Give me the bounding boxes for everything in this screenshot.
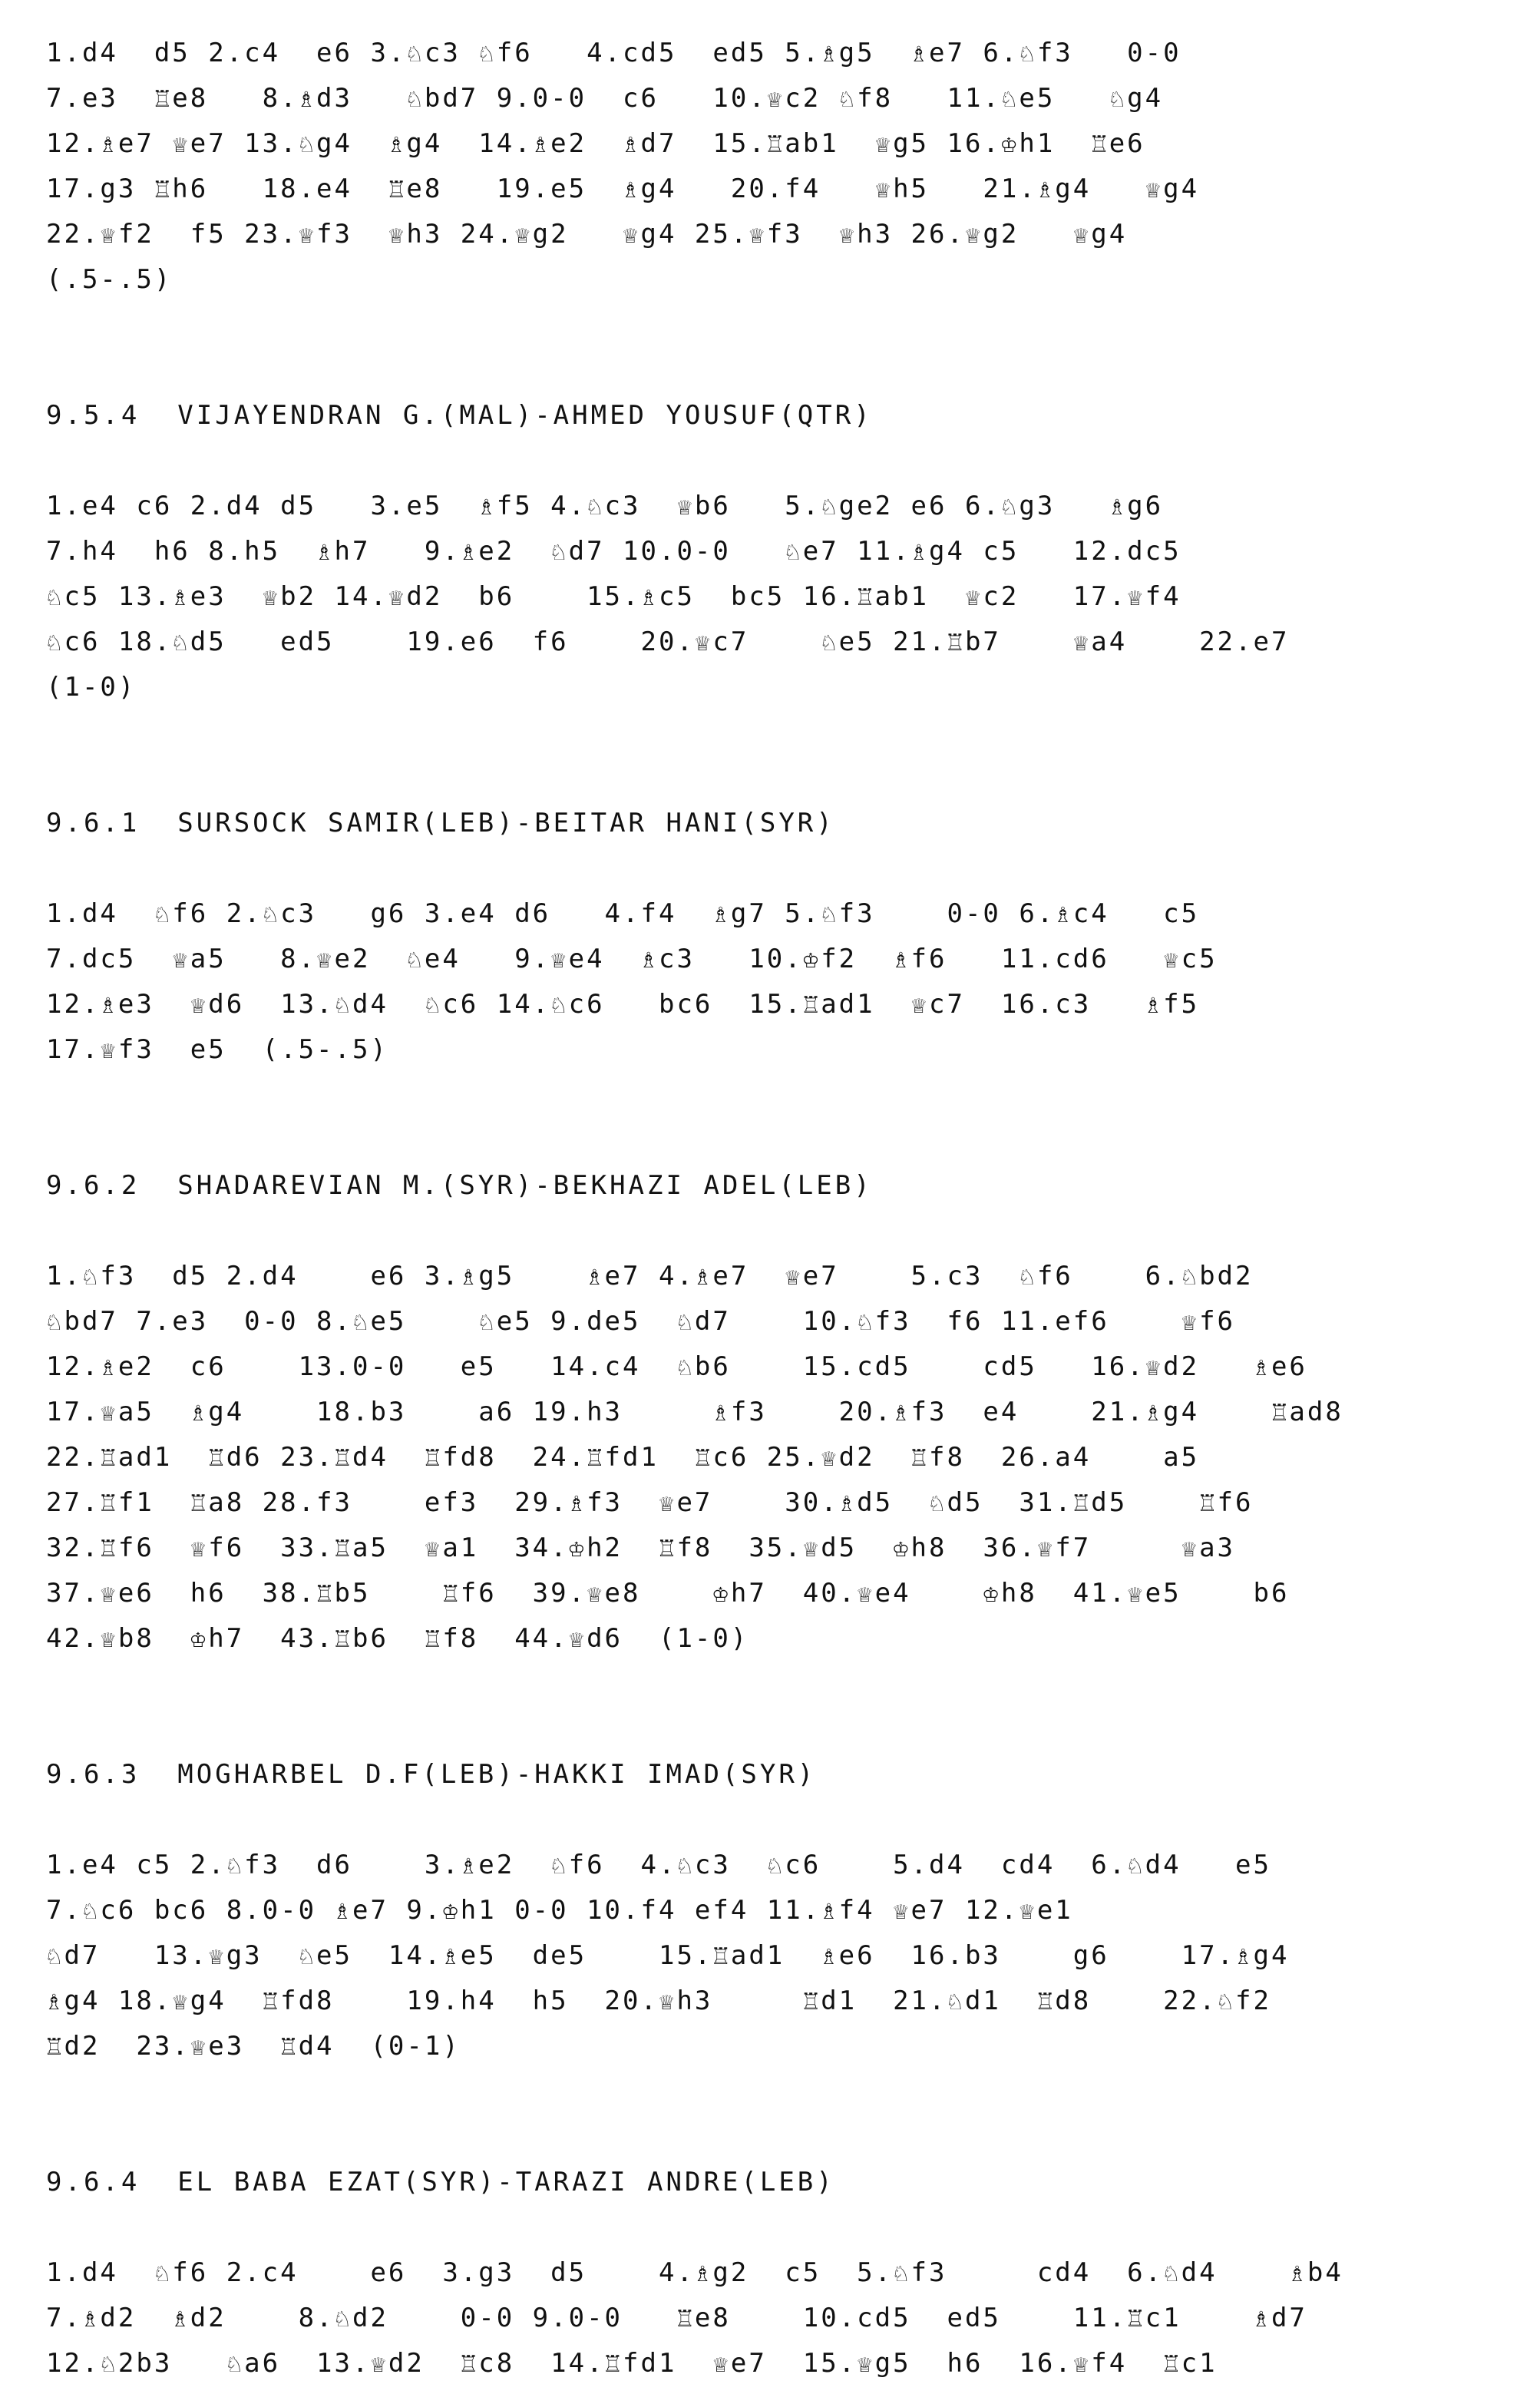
spacer: [46, 1662, 1489, 1752]
game-moves: 1.d4 ♘f6 2.♘c3 g6 3.e4 d6 4.f4 ♗g7 5.♘f3 0-0 6.♗c4 c5 7.dc5 ♕a5 8.♕e2 ♘e4 9.♕e4 ♗c3 10.♔f2 ♗f6 11.cd6 ♕c5 12.♗e3 ♕d6 13.♘d4 ♘c6 14.♘c6 bc6 15.♖ad1 ♕c7 16.c3 ♗f5 17.♕f3 e5 (.5-.5): [46, 898, 1218, 1065]
game-9-6-3: [46, 1752, 1489, 2069]
game-heading: 9.6.4 EL BABA EZAT(SYR)-TARAZI ANDRE(LEB): [46, 2167, 835, 2197]
spacer: [46, 438, 1489, 484]
spacer: [46, 846, 1489, 891]
game-heading: 9.6.3 MOGHARBEL D.F(LEB)-HAKKI IMAD(SYR): [46, 1759, 817, 1790]
spacer: [46, 2069, 1489, 2160]
game-9-5-3-continuation: [46, 31, 1489, 303]
game-9-6-4: [46, 2160, 1489, 2386]
spacer: [46, 1797, 1489, 1843]
spacer: [46, 710, 1489, 801]
game-moves: 1.d4 ♘f6 2.c4 e6 3.g3 d5 4.♗g2 c5 5.♘f3 cd4 6.♘d4 ♗b4 7.♗d2 ♗d2 8.♘d2 0-0 9.0-0 ♖e8 10.cd5 ed5 11.♖c1 ♗d7 12.♘2b3 ♘a6 13.♕d2 ♖c8 14.♖fd1 ♕e7 15.♕g5 h6 16.♕f4 ♖c1: [46, 2257, 1343, 2379]
spacer: [46, 303, 1489, 393]
game-moves: 1.♘f3 d5 2.d4 e6 3.♗g5 ♗e7 4.♗e7 ♕e7 5.c3 ♘f6 6.♘bd2 ♘bd7 7.e3 0-0 8.♘e5 ♘e5 9.de5 ♘d7 10.♘f3 f6 11.ef6 ♕f6 12.♗e2 c6 13.0-0 e5 14.c4 ♘b6 15.cd5 cd5 16.♕d2 ♗e6 17.♕a5 ♗g4 18.b3 a6 19.h3 ♗f3 20.♗f3 e4 21.♗g4 ♖ad8 22.♖ad1 ♖d6 23.♖d4 ♖fd8 24.♖fd1 ♖c6 25.♕d2 ♖f8 26.a4 a5 27.♖f1 ♖a8 28.f3 ef3 29.♗f3 ♕e7 30.♗d5 ♘d5 31.♖d5 ♖f6 32.♖f6 ♕f6 33.♖a5 ♕a1 34.♔h2 ♖f8 35.♕d5 ♔h8 36.♕f7 ♕a3 37.♕e6 h6 38.♖b5 ♖f6 39.♕e8 ♔h7 40.♕e4 ♔h8 41.♕e5 b6 42.♕b8 ♔h7 43.♖b6 ♖f8 44.♕d6 (1-0): [46, 1261, 1343, 1654]
game-moves: 1.d4 d5 2.c4 e6 3.♘c3 ♘f6 4.cd5 ed5 5.♗g5 ♗e7 6.♘f3 0-0 7.e3 ♖e8 8.♗d3 ♘bd7 9.0-0 c6 10.♕c2 ♘f8 11.♘e5 ♘g4 12.♗e7 ♕e7 13.♘g4 ♗g4 14.♗e2 ♗d7 15.♖ab1 ♕g5 16.♔h1 ♖e6 17.g3 ♖h6 18.e4 ♖e8 19.e5 ♗g4 20.f4 ♕h5 21.♗g4 ♕g4 22.♕f2 f5 23.♕f3 ♕h3 24.♕g2 ♕g4 25.♕f3 ♕h3 26.♕g2 ♕g4 (.5-.5): [46, 38, 1200, 295]
spacer: [46, 1073, 1489, 1163]
game-heading: 9.5.4 VIJAYENDRAN G.(MAL)-AHMED YOUSUF(QTR): [46, 400, 873, 431]
spacer: [46, 2205, 1489, 2250]
game-heading: 9.6.2 SHADAREVIAN M.(SYR)-BEKHAZI ADEL(LEB): [46, 1170, 873, 1201]
game-moves: 1.e4 c6 2.d4 d5 3.e5 ♗f5 4.♘c3 ♕b6 5.♘ge2 e6 6.♘g3 ♗g6 7.h4 h6 8.h5 ♗h7 9.♗e2 ♘d7 10.0-0 ♘e7 11.♗g4 c5 12.dc5 ♘c5 13.♗e3 ♕b2 14.♕d2 b6 15.♗c5 bc5 16.♖ab1 ♕c2 17.♕f4 ♘c6 18.♘d5 ed5 19.e6 f6 20.♕c7 ♘e5 21.♖b7 ♕a4 22.e7 (1-0): [46, 491, 1290, 703]
game-9-6-1: [46, 801, 1489, 1073]
scoresheet-page: [46, 31, 1489, 2386]
game-9-6-2: [46, 1163, 1489, 1662]
game-heading: 9.6.1 SURSOCK SAMIR(LEB)-BEITAR HANI(SYR): [46, 808, 835, 838]
spacer: [46, 1209, 1489, 1254]
game-9-5-4: [46, 393, 1489, 710]
game-moves: 1.e4 c5 2.♘f3 d6 3.♗e2 ♘f6 4.♘c3 ♘c6 5.d4 cd4 6.♘d4 e5 7.♘c6 bc6 8.0-0 ♗e7 9.♔h1 0-0 10.f4 ef4 11.♗f4 ♕e7 12.♕e1 ♘d7 13.♕g3 ♘e5 14.♗e5 de5 15.♖ad1 ♗e6 16.b3 g6 17.♗g4 ♗g4 18.♕g4 ♖fd8 19.h4 h5 20.♕h3 ♖d1 21.♘d1 ♖d8 22.♘f2 ♖d2 23.♕e3 ♖d4 (0-1): [46, 1850, 1290, 2062]
